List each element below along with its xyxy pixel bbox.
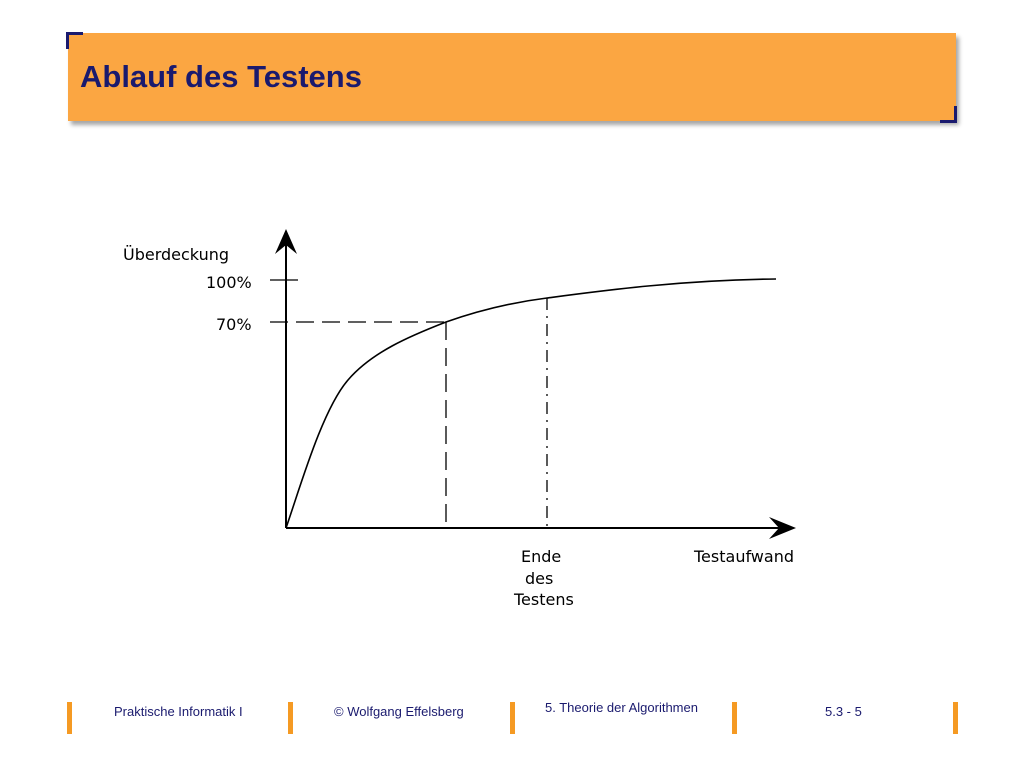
slide-title: Ablauf des Testens [80, 59, 362, 94]
footer-divider [732, 702, 737, 734]
footer-author: © Wolfgang Effelsberg [334, 704, 464, 719]
footer-page-number: 5.3 - 5 [825, 704, 862, 719]
tick-70-label: 70% [216, 315, 252, 334]
coverage-curve [286, 279, 776, 528]
footer-course: Praktische Informatik I [114, 704, 243, 719]
footer-divider [288, 702, 293, 734]
footer-chapter: 5. Theorie der Algorithmen [545, 700, 698, 715]
x-axis-label: Testaufwand [694, 547, 794, 566]
end-label-line-1: Ende [521, 547, 562, 566]
end-label-line-2: des [525, 569, 554, 588]
tick-100-label: 100% [206, 273, 252, 292]
end-label-line-3: Testens [514, 590, 574, 609]
footer-divider [953, 702, 958, 734]
y-axis-label: Überdeckung [123, 245, 230, 264]
footer-divider [67, 702, 72, 734]
footer-divider [510, 702, 515, 734]
